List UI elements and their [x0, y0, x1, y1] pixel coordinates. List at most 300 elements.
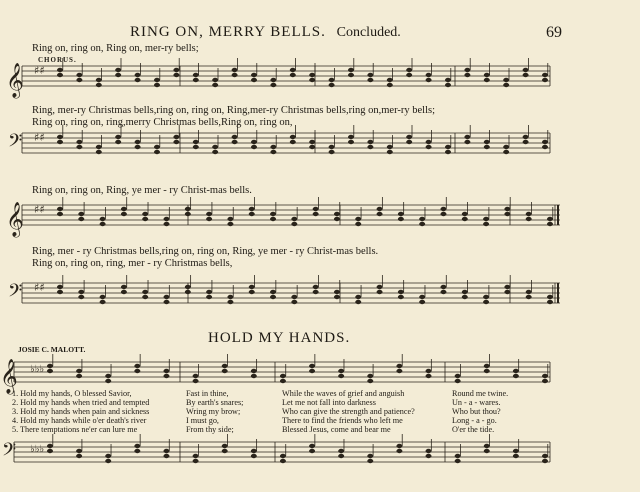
- svg-text:♭♭♭: ♭♭♭: [30, 364, 45, 375]
- note-head: [513, 454, 519, 458]
- note-head: [348, 73, 354, 77]
- note-head: [57, 207, 63, 211]
- verse-line: 2. Hold my hands when tried and tempted: [12, 398, 150, 407]
- svg-text:♯♯: ♯♯: [34, 131, 45, 144]
- note-head: [440, 212, 446, 216]
- verse-line: 3. Hold my hands when pain and sickness: [12, 407, 150, 416]
- note-head: [455, 379, 461, 383]
- note-head: [464, 73, 470, 77]
- verse-line: O'er the tide.: [452, 425, 495, 434]
- note-head: [464, 140, 470, 144]
- note-head: [542, 374, 548, 378]
- note-head: [504, 290, 510, 294]
- note-head: [348, 135, 354, 139]
- note-head: [503, 78, 509, 82]
- note-head: [76, 369, 82, 373]
- note-head: [232, 68, 238, 72]
- verse-line: Let me not fall into darkness: [282, 398, 376, 407]
- note-head: [547, 300, 553, 304]
- note-head: [57, 135, 63, 139]
- note-head: [185, 207, 191, 211]
- note-head: [367, 73, 373, 77]
- note-head: [547, 217, 553, 221]
- note-head: [348, 140, 354, 144]
- note-head: [163, 454, 169, 458]
- note-head: [251, 140, 257, 144]
- note-head: [193, 140, 199, 144]
- note-head: [115, 68, 121, 72]
- note-head: [206, 212, 212, 216]
- note-head: [249, 207, 255, 211]
- note-head: [513, 369, 519, 373]
- note-head: [222, 369, 228, 373]
- note-head: [164, 217, 170, 221]
- song2-title: HOLD MY HANDS.: [208, 330, 351, 346]
- note-head: [484, 78, 490, 82]
- note-head: [483, 217, 489, 221]
- note-head: [96, 145, 102, 149]
- verse-line: Blessed Jesus, come and bear me: [282, 425, 391, 434]
- treble-clef-icon: 𝄞: [6, 63, 24, 98]
- note-head: [291, 222, 297, 226]
- note-head: [309, 73, 315, 77]
- verse-line: Long - a - go.: [452, 416, 497, 425]
- note-head: [280, 379, 286, 383]
- note-head: [222, 364, 228, 368]
- note-head: [154, 145, 160, 149]
- song-title: RING ON, MERRY BELLS.: [130, 24, 326, 40]
- note-head: [542, 78, 548, 82]
- note-head: [334, 212, 340, 216]
- note-head: [462, 212, 468, 216]
- note-head: [523, 68, 529, 72]
- note-head: [484, 369, 490, 373]
- note-head: [280, 374, 286, 378]
- note-head: [193, 454, 199, 458]
- note-head: [367, 374, 373, 378]
- note-head: [96, 150, 102, 154]
- note-head: [164, 222, 170, 226]
- note-head: [185, 290, 191, 294]
- note-head: [227, 300, 233, 304]
- treble-clef-icon: 𝄞: [0, 359, 18, 394]
- note-head: [523, 73, 529, 77]
- song-subtitle: Concluded.: [336, 25, 401, 40]
- note-head: [173, 135, 179, 139]
- note-head: [57, 68, 63, 72]
- note-head: [291, 300, 297, 304]
- note-head: [270, 295, 276, 299]
- note-head: [193, 374, 199, 378]
- note-head: [526, 217, 532, 221]
- note-head: [76, 73, 82, 77]
- note-head: [367, 454, 373, 458]
- note-head: [227, 295, 233, 299]
- svg-text:♭♭♭: ♭♭♭: [30, 444, 45, 455]
- note-head: [455, 374, 461, 378]
- bass-clef-icon: 𝄢: [8, 131, 23, 156]
- note-head: [484, 364, 490, 368]
- note-head: [206, 295, 212, 299]
- note-head: [134, 364, 140, 368]
- note-head: [464, 135, 470, 139]
- note-head: [526, 290, 532, 294]
- note-head: [426, 78, 432, 82]
- note-head: [338, 454, 344, 458]
- note-head: [134, 369, 140, 373]
- note-head: [76, 374, 82, 378]
- note-head: [419, 295, 425, 299]
- note-head: [249, 290, 255, 294]
- note-head: [426, 145, 432, 149]
- verses-col4: [452, 389, 508, 434]
- note-head: [270, 217, 276, 221]
- note-head: [313, 285, 319, 289]
- note-head: [290, 135, 296, 139]
- note-head: [163, 449, 169, 453]
- note-head: [426, 369, 432, 373]
- note-head: [309, 444, 315, 448]
- note-head: [504, 285, 510, 289]
- note-head: [78, 290, 84, 294]
- note-head: [542, 454, 548, 458]
- note-head: [154, 83, 160, 87]
- note-head: [355, 222, 361, 226]
- verse-line: 5. There temptations ne'er can lure me: [12, 425, 138, 434]
- note-head: [78, 295, 84, 299]
- verse-line: Who but thou?: [452, 407, 501, 416]
- note-head: [484, 140, 490, 144]
- note-head: [121, 290, 127, 294]
- verse-line: Wring my brow;: [186, 407, 241, 416]
- note-head: [367, 78, 373, 82]
- note-head: [251, 454, 257, 458]
- note-head: [291, 295, 297, 299]
- note-head: [377, 212, 383, 216]
- note-head: [334, 217, 340, 221]
- note-head: [57, 290, 63, 294]
- s1-treble-lyric: Ring, mer-ry Christmas bells,ring on, ring on, Ring,mer-ry Christmas bells,ring on,mer-ry bells;: [32, 105, 435, 116]
- note-head: [251, 369, 257, 373]
- note-head: [547, 295, 553, 299]
- note-head: [398, 217, 404, 221]
- note-head: [164, 300, 170, 304]
- note-head: [121, 212, 127, 216]
- note-head: [396, 369, 402, 373]
- note-head: [329, 83, 335, 87]
- note-head: [387, 145, 393, 149]
- note-head: [163, 369, 169, 373]
- note-head: [406, 140, 412, 144]
- bass-clef-icon: 𝄢: [8, 281, 23, 306]
- note-head: [105, 459, 111, 463]
- note-head: [398, 290, 404, 294]
- note-head: [377, 290, 383, 294]
- note-head: [367, 459, 373, 463]
- note-head: [142, 217, 148, 221]
- note-head: [115, 140, 121, 144]
- note-head: [212, 150, 218, 154]
- note-head: [329, 150, 335, 154]
- verses-col1: [12, 389, 149, 434]
- note-head: [57, 73, 63, 77]
- note-head: [455, 459, 461, 463]
- note-head: [542, 145, 548, 149]
- note-head: [348, 68, 354, 72]
- note-head: [105, 379, 111, 383]
- note-head: [163, 374, 169, 378]
- note-head: [523, 140, 529, 144]
- svg-text:♯♯: ♯♯: [34, 203, 45, 216]
- svg-text:♯♯: ♯♯: [34, 281, 45, 294]
- note-head: [313, 212, 319, 216]
- note-head: [193, 459, 199, 463]
- note-head: [367, 140, 373, 144]
- note-head: [135, 78, 141, 82]
- s1-bass-lyric: Ring on, ring on, ring,merry Christmas bells,Ring on, ring on,: [32, 117, 293, 128]
- note-head: [309, 364, 315, 368]
- note-head: [440, 290, 446, 294]
- note-head: [309, 369, 315, 373]
- note-head: [387, 83, 393, 87]
- note-head: [251, 73, 257, 77]
- note-head: [464, 68, 470, 72]
- note-head: [355, 217, 361, 221]
- note-head: [47, 369, 53, 373]
- note-head: [134, 444, 140, 448]
- note-head: [76, 140, 82, 144]
- note-head: [270, 145, 276, 149]
- note-head: [526, 295, 532, 299]
- note-head: [455, 454, 461, 458]
- note-head: [419, 217, 425, 221]
- note-head: [193, 145, 199, 149]
- note-head: [355, 300, 361, 304]
- note-head: [249, 212, 255, 216]
- note-head: [483, 300, 489, 304]
- note-head: [173, 68, 179, 72]
- note-head: [270, 212, 276, 216]
- note-head: [185, 212, 191, 216]
- note-head: [100, 222, 106, 226]
- note-head: [76, 454, 82, 458]
- note-head: [227, 222, 233, 226]
- note-head: [135, 140, 141, 144]
- note-head: [47, 444, 53, 448]
- note-head: [387, 78, 393, 82]
- note-head: [542, 379, 548, 383]
- note-head: [290, 140, 296, 144]
- note-head: [57, 285, 63, 289]
- note-head: [462, 295, 468, 299]
- note-head: [313, 290, 319, 294]
- note-head: [96, 78, 102, 82]
- note-head: [76, 449, 82, 453]
- note-head: [270, 78, 276, 82]
- page-header: [130, 24, 470, 41]
- note-head: [206, 217, 212, 221]
- note-head: [355, 295, 361, 299]
- note-head: [173, 140, 179, 144]
- note-head: [334, 295, 340, 299]
- note-head: [338, 449, 344, 453]
- note-head: [484, 145, 490, 149]
- note-head: [396, 449, 402, 453]
- note-head: [142, 290, 148, 294]
- note-head: [309, 449, 315, 453]
- note-head: [542, 140, 548, 144]
- note-head: [483, 222, 489, 226]
- note-head: [251, 145, 257, 149]
- note-head: [503, 83, 509, 87]
- verses-col2: [186, 389, 243, 434]
- note-head: [419, 222, 425, 226]
- s2-bass-lyric: Ring on, ring on, ring, mer - ry Christmas bells,: [32, 258, 233, 269]
- note-head: [445, 150, 451, 154]
- note-head: [270, 150, 276, 154]
- note-head: [154, 150, 160, 154]
- note-head: [523, 135, 529, 139]
- note-head: [504, 212, 510, 216]
- note-head: [396, 364, 402, 368]
- note-head: [484, 444, 490, 448]
- note-head: [164, 295, 170, 299]
- s1-top-lyric: Ring on, ring on, Ring on, mer-ry bells;: [32, 43, 199, 54]
- note-head: [222, 449, 228, 453]
- note-head: [251, 78, 257, 82]
- note-head: [367, 379, 373, 383]
- note-head: [105, 454, 111, 458]
- note-head: [329, 78, 335, 82]
- note-head: [484, 449, 490, 453]
- note-head: [377, 207, 383, 211]
- verse-line: Fast in thine,: [186, 389, 229, 398]
- note-head: [142, 212, 148, 216]
- note-head: [419, 300, 425, 304]
- note-head: [387, 150, 393, 154]
- note-head: [440, 285, 446, 289]
- song2-author: JOSIE C. MALOTT.: [18, 345, 86, 354]
- note-head: [100, 217, 106, 221]
- note-head: [547, 222, 553, 226]
- note-head: [270, 290, 276, 294]
- note-head: [57, 140, 63, 144]
- note-head: [290, 73, 296, 77]
- note-head: [462, 290, 468, 294]
- treble-clef-icon: 𝄞: [6, 202, 24, 237]
- note-head: [115, 73, 121, 77]
- note-head: [445, 83, 451, 87]
- note-head: [227, 217, 233, 221]
- note-head: [76, 145, 82, 149]
- note-head: [503, 150, 509, 154]
- note-head: [78, 212, 84, 216]
- note-head: [121, 207, 127, 211]
- note-head: [406, 73, 412, 77]
- note-head: [134, 449, 140, 453]
- note-head: [57, 212, 63, 216]
- note-head: [212, 83, 218, 87]
- note-head: [47, 364, 53, 368]
- note-head: [251, 374, 257, 378]
- note-head: [206, 290, 212, 294]
- note-head: [154, 78, 160, 82]
- note-head: [47, 449, 53, 453]
- note-head: [338, 374, 344, 378]
- note-head: [76, 78, 82, 82]
- verse-line: There to find the friends who left me: [282, 416, 403, 425]
- verse-line: 4. Hold my hands while o'er death's river: [12, 416, 147, 425]
- note-head: [377, 285, 383, 289]
- note-head: [406, 135, 412, 139]
- note-head: [398, 295, 404, 299]
- note-head: [105, 374, 111, 378]
- note-head: [193, 73, 199, 77]
- note-head: [462, 217, 468, 221]
- verse-line: While the waves of grief and anguish: [282, 389, 405, 398]
- verse-line: 1. Hold my hands, O blessed Savior,: [12, 389, 132, 398]
- note-head: [426, 449, 432, 453]
- note-head: [185, 285, 191, 289]
- note-head: [142, 295, 148, 299]
- note-head: [542, 459, 548, 463]
- note-head: [426, 140, 432, 144]
- note-head: [513, 374, 519, 378]
- note-head: [280, 454, 286, 458]
- note-head: [513, 449, 519, 453]
- note-head: [334, 290, 340, 294]
- verse-line: Un - a - wares.: [452, 398, 501, 407]
- note-head: [445, 145, 451, 149]
- verse-line: By earth's snares;: [186, 398, 244, 407]
- note-head: [426, 374, 432, 378]
- note-head: [313, 207, 319, 211]
- note-head: [251, 449, 257, 453]
- note-head: [291, 217, 297, 221]
- note-head: [309, 140, 315, 144]
- note-head: [115, 135, 121, 139]
- note-head: [212, 78, 218, 82]
- note-head: [290, 68, 296, 72]
- note-head: [193, 78, 199, 82]
- note-head: [309, 145, 315, 149]
- note-head: [426, 454, 432, 458]
- note-head: [329, 145, 335, 149]
- note-head: [232, 140, 238, 144]
- note-head: [483, 295, 489, 299]
- note-head: [249, 285, 255, 289]
- chorus-label: CHORUS.: [38, 56, 77, 64]
- note-head: [232, 73, 238, 77]
- note-head: [100, 295, 106, 299]
- note-head: [100, 300, 106, 304]
- note-head: [504, 207, 510, 211]
- s2-treble-lyric: Ring, mer - ry Christmas bells,ring on, ring on, Ring, ye mer - ry Christ-mas bells.: [32, 246, 379, 257]
- note-head: [78, 217, 84, 221]
- note-head: [193, 379, 199, 383]
- note-head: [338, 369, 344, 373]
- note-head: [222, 444, 228, 448]
- verse-line: Round me twine.: [452, 389, 509, 398]
- note-head: [484, 73, 490, 77]
- note-head: [445, 78, 451, 82]
- note-head: [309, 78, 315, 82]
- note-head: [406, 68, 412, 72]
- verse-line: I must go,: [186, 416, 219, 425]
- note-head: [280, 459, 286, 463]
- bass-clef-icon: 𝄢: [2, 440, 17, 465]
- note-head: [542, 73, 548, 77]
